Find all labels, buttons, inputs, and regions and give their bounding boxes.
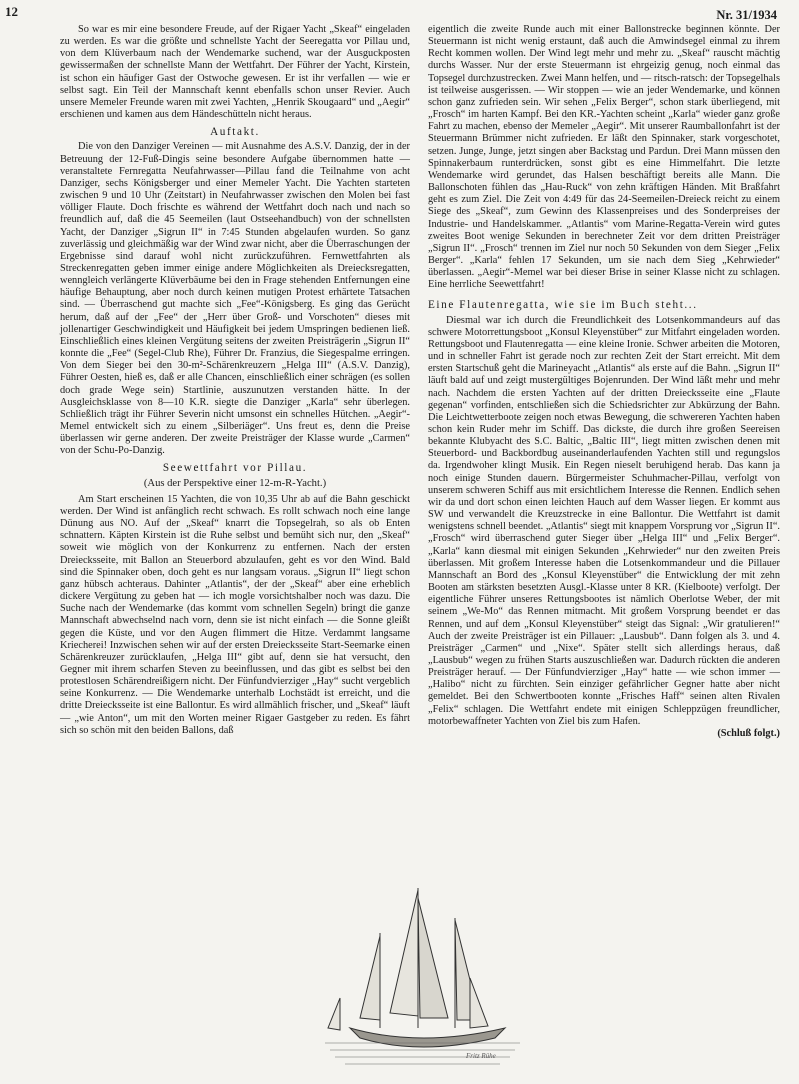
auftakt-paragraph: Die von den Danziger Vereinen — mit Ausnahme des A.S.V. Danzig, der in der Betreuung der 12-Fuß-Dingis seine besondere Aufgabe übernommen hatte — veranstaltete Fernregatta Neufahrwasser—Pillau fand die Teilnahme von acht Danziger, sechs Königsberger und einer Memeler Yacht. Die Yachten starteten zwischen 9 und 10 Uhr (Zeitstart) in Neufahrwasser zwischen den Molen bei fast völliger Flaute. Doch frischte es während der Wettfahrt doch nach und nach so freundlich auf, daß die 45 Seemeilen (laut Ostseehandbuch) von der schnellsten Yacht, der Danziger „Sigrun II“ in 7:45 Stunden abgelaufen wurden. So ganz zuverlässig und gleichmäßig war der Wind zwar nicht, aber die Überraschungen der Ergebnisse sind darauf wohl nicht zurückzuführen. Fernwettfahrten als Streckenregatten geben immer einige andere Möglichkeiten als Dreiecksregatten, wenngleich verlängerte Klüverbäume bei den in Frage stehenden Entfernungen eine häufige Behauptung, aber noch durch keinen mutigen Protest erhärtete Tatsachen sind. — Überraschend gut machte sich „Fee“-Königsberg. Es ging das Gerücht herum, daß auf der „Fee“ der „Herr über Groß- und Vorschoten“ dieses mit jollenartiger Geschwindigkeit und Häufigkeit bei jedem Umspringen bedienen ließ. Einschließlich eines kleinen Vergütung seitens der zweiten Preisträgerin „Sigrun II“ konnte die „Fee“ (Segel-Club Rhe), Führer Dr. Franzius, die Siegespalme erringen. Von dem Sieger bei den 30-m²-Schärenkreuzern „Helga III“ (A.S.V. Danzig), Führer Oesten, hieß es, daß er alle Chancen, einschließlich einer schrägen (es sollen doch grade Wege sein) Startlinie, auszunutzen verstanden hätte. In der Ausgleichsklasse von 8—10 K.R. siegte die Danziger „Karla“ sehr überlegen. Schließlich trägt ihr Führer Severin nicht umsonst ein schnelles Hütchen. „Aegir“-Memel entwickelt sich zu einem „Silberiäger“. Uns freut es, denn die Preise überlassen wir gerne anderen. Der zweite Preisträger der Klasse wurde „Carmen“ von der Schu-Po-Danzig. (60, 141, 410, 457)
flautenregatta-paragraph: Diesmal war ich durch die Freundlichkeit des Lotsenkommandeurs auf das schwere Motorrettungsboot „Konsul Kleyenstüber“ zur Mitfahrt eingeladen worden. Rettungsboot und Flautenregatta — eine kleine Ironie. Schwer arbeiten die Motoren, und in schneller Fahrt ist gerade noch zur rechten Zeit der Start erreicht. Mit dem ersten Startschuß geht die Marineyacht „Atlantis“ als erste auf die Bahn. „Sigrun II“ läuft bald auf und zeigt mustergültiges Bojenrunden. Der Wind läßt mehr und mehr nach. Nachdem die ersten Yachten auf der dritten Dreiecksseite eine „Flaute gegenan“ vorfinden, entschließen sich die Schiedsrichter zur Abkürzung der Bahn. Die Leichtwetterboote zeigen noch etwas Bewegung, die schwereren Yachten haben schon kein Ruder mehr im Schiff. Das dickste, die durch ihre großen Seereisen bekannte Klubyacht des S.C. Baltic, „Baltic III“, liegt mitten zwischen denen mit Steuerbord- und Backbordbug auseinanderlaufenden Yachten still und regungslos da. Irgendwoher klingt Musik. Ein Regen nieselt beruhigend herab. Das kann ja noch einige Stunden dauern. Bürgermeister Schuhmacher-Pillau, verfolgt von unserem schweren Schiff aus mit ersichtlichem Interesse die Rennen. Endlich sehen wir da und dort schon einen leichten Hauch auf dem Wasser liegen. Er kommt aus SW und verwandelt die Kreuzstrecke in eine Ballontur. Die Wettfahrt ist damit wenigstens schnell beendet. „Atlantis“ siegt mit knappem Vorsprung vor „Sigrun II“. „Frosch“ wird überraschend guter Sieger über „Helga III“ und „Felix Berger“. „Karla“ kann diesmal mit einigen Sekunden „Kehrwieder“ nur den zweiten Preis überlassen. Mit großem Interesse haben die Lotsenkommandeur und die Pillauer Mannschaft an Bord des „Konsul Kleyenstüber“ die Entwicklung der mit zehn Booten am stärksten besetzten Ausgl.-Klasse unter 8 KR. (Kielboote) verfolgt. Der eigentliche Führer unseres Rettungsbootes ist nämlich Oberlotse Weber, der mit seinem „We-Mo“ das Rennen mitmacht. Mit großem Vorsprung beendet er das Rennen, und auf dem „Konsul Kleyenstüber“ steigt das Signal: „Wir gratulieren!“ Auch der zweite Preisträger ist ein Pillauer: „Lausbub“. Dann folgen als 3. und 4. Preisträger „Carmen“ und „Nixe“. Später stellt sich allerdings heraus, daß „Lausbub“ wegen zu frühen Starts auszuschließen war. Dadurch rückten die anderen Preisträger herauf. — Der Fünfundvierziger „Hay“ hatte — wie schon immer — „Halibo“ nicht zu fürchten. Sein einziger gefährlicher Gegner hatte aber nicht gemeldet. Bei den Schwertbooten konnte „Frisches Haff“ seinen alten Rivalen „Felix“ schlagen. Die Wettfahrt endete mit einigen Schleppzügen freundlicher, motorbewaffneter Yachten von Ziel bis zum Hafen. (428, 314, 780, 727)
page-number: 12 (5, 4, 18, 19)
section-heading-flautenregatta: Eine Flautenregatta, wie sie im Buch steht... (428, 299, 698, 312)
section-heading-auftakt: Auftakt. (210, 126, 260, 139)
continuation-note: (Schluß folgt.) (717, 727, 780, 739)
section-heading-seewettfahrt: Seewettfahrt vor Pillau. (162, 462, 308, 475)
seewettfahrt-paragraph: Am Start erscheinen 15 Yachten, die von 10,35 Uhr ab auf die Bahn geschickt werden. Der Wind ist anfänglich recht schwach. Es rollt schwach noch eine lange Dünung aus NO. Auf der „Skeaf“ knarrt die Topsegelrah, so als ob Enten schnattern. Käpten Kirstein ist die Ruhe selbst und bemüht sich nur, den „Skeaf“ soweit wie möglich von der Konkurrenz zu entfernen. Nach der ersten Dreiecksseite, mit Ballon an Steuerbord abzulaufen, geht es vor den Wind. Bald sind die Spinnaker oben, doch geht es nur langsam voraus. „Sigrun II“ liegt schon ganz hübsch achteraus. Dahinter „Atlantis“, der der „Skeaf“ aber eine erheblich dickere Vergütung zu geben hat — ich mogle vorsichtshalber noch was dazu. Die Suche nach der Wendemarke (das kommt vom schnellen Segeln) bringt die ganze Mannschaft abwechselnd nach vorn, denn sie ist nicht einfach — die Sonne gleißt gegen die Küste, und vor den Augen flimmert die Hitze. Verdammt langsame Kriecherei! Inzwischen sehen wir auf der ersten Dreiecksseite Start-Seemarke einen Schärenkreuzer zurücklaufen, „Helga III“ gibt auf, denn sie hat versucht, den Gegner mit ihrem scharfen Steven zu beeinflussen, und das gibt es selbst bei den protestlosen Schärendreißigern nicht. Der Fünfundvierziger „Hay“ sucht vergeblich seine Konkurrenz. — Die Wendemarke unterhalb Lochstädt ist erreicht, und die dritte Dreiecksseite ist eine Ballontur. Es wird allmählich frischer, und „Skeaf“ läuft — „wie Anton“, um mit den Worten meiner Rigaer Gastgeber zu reden. Es fährt sich so schön mit den beiden Ballons, daß (60, 493, 410, 736)
issue-number: Nr. 31/1934 (716, 8, 777, 22)
intro-paragraph: So war es mir eine besondere Freude, auf der Rigaer Yacht „Skeaf“ eingeladen zu werden. Es war die größte und schnellste Yacht der Seeregatta vor Pillau und, von dem Klüverbaum nach der Wendemarke suchend, war der Ausguckposten gewissermaßen der schnellste Mann der Wettfahrt. Der Führer der Yacht, Kirstein, ist schon ein häufiger Gast der Ostwoche gewesen. Er ist ihr verfallen — wie er selbst sagt. Ein Teil der Mannschaft kennt ebenfalls schon unser Revier. Auch unsere Memeler Freunde waren mit zwei Yachten, „Henrik Skougaard“ und „Aegir“ erschienen und kamen aus dem Händeschütteln nicht heraus. (60, 24, 410, 121)
left-column (60, 24, 410, 737)
continuation-paragraph: eigentlich die zweite Runde auch mit einer Ballonstrecke beginnen könnte. Der Steuermann ist nicht wenig erstaunt, daß auch die Amwindsegel einmal zu ihrem Recht kommen wollen. Der Wind legt mehr und mehr zu. „Skeaf“ rauscht mächtig durchs Wasser. Nur der erste Steuermann ist ehrgeizig genug, noch einmal das Topsegel durchzustrecken. Zwei Mann helfen, und — ritsch-ratsch: der Topsegelhals ist teilweise ausgerissen. — Wir stoppen — wie an jeder Wendemarke, und können schon ganz zufrieden sein. Wir sehen „Felix Berger“, schon stark überliegend, mit „Frosch“ im harten Kampf. Bei den KR.-Yachten scheint „Karla“ wieder ganz große Fahrt zu machen, ebenso der Memeler „Aegir“. Mit unserer Raumballonfahrt ist der Steuermann Brümmer nicht zufrieden. Er läßt den Spinnaker, stark vorgeschotet, setzen. Junge, Junge, jetzt singen aber Backstag und Pardun. Drei Mann müssen den Spinnakerbaum runterdrücken, sonst gibt es eine Himmelfahrt. Die letzte Wendemarke wird gerundet, das Halsen beschäftigt bereits alle Mann. Die Ballonschoten fühlen das „Hau-Ruck“ von zehn kräftigen Händen. Mit Braßfahrt geht es zum Ziel. Die Zeit von 4:49 für das 24-Seemeilen-Dreieck reicht zu einem Siege des „Skeaf“, zum Gewinn des Klassenpreises und des Sonderpreises der Industrie- und Handelskammer. „Atlantis“ vom Marine-Regatta-Verein wird gutes zweites Boot wenige Sekunden in berechneter Zeit vor dem dritten Preisträger „Sigrun II“. „Frosch“ trennen im Ziel nur noch 50 Sekunden von dem Sieger „Felix Berger“. „Karla“ fehlen 17 Sekunden, um sie nach dem Sieg „Kehrwieder“ überlassen. „Aegir“-Memel war bei dieser Brise in seiner Klasse nicht zu schlagen. Eine herrliche Seewettfahrt! (428, 24, 780, 291)
page-header (5, 2, 777, 22)
section-subheading: (Aus der Perspektive einer 12-m-R-Yacht.) (143, 477, 327, 489)
sailing-ship-illustration (320, 878, 530, 1073)
right-column (428, 24, 780, 740)
artist-signature: Fritz Rühe (466, 1052, 496, 1060)
